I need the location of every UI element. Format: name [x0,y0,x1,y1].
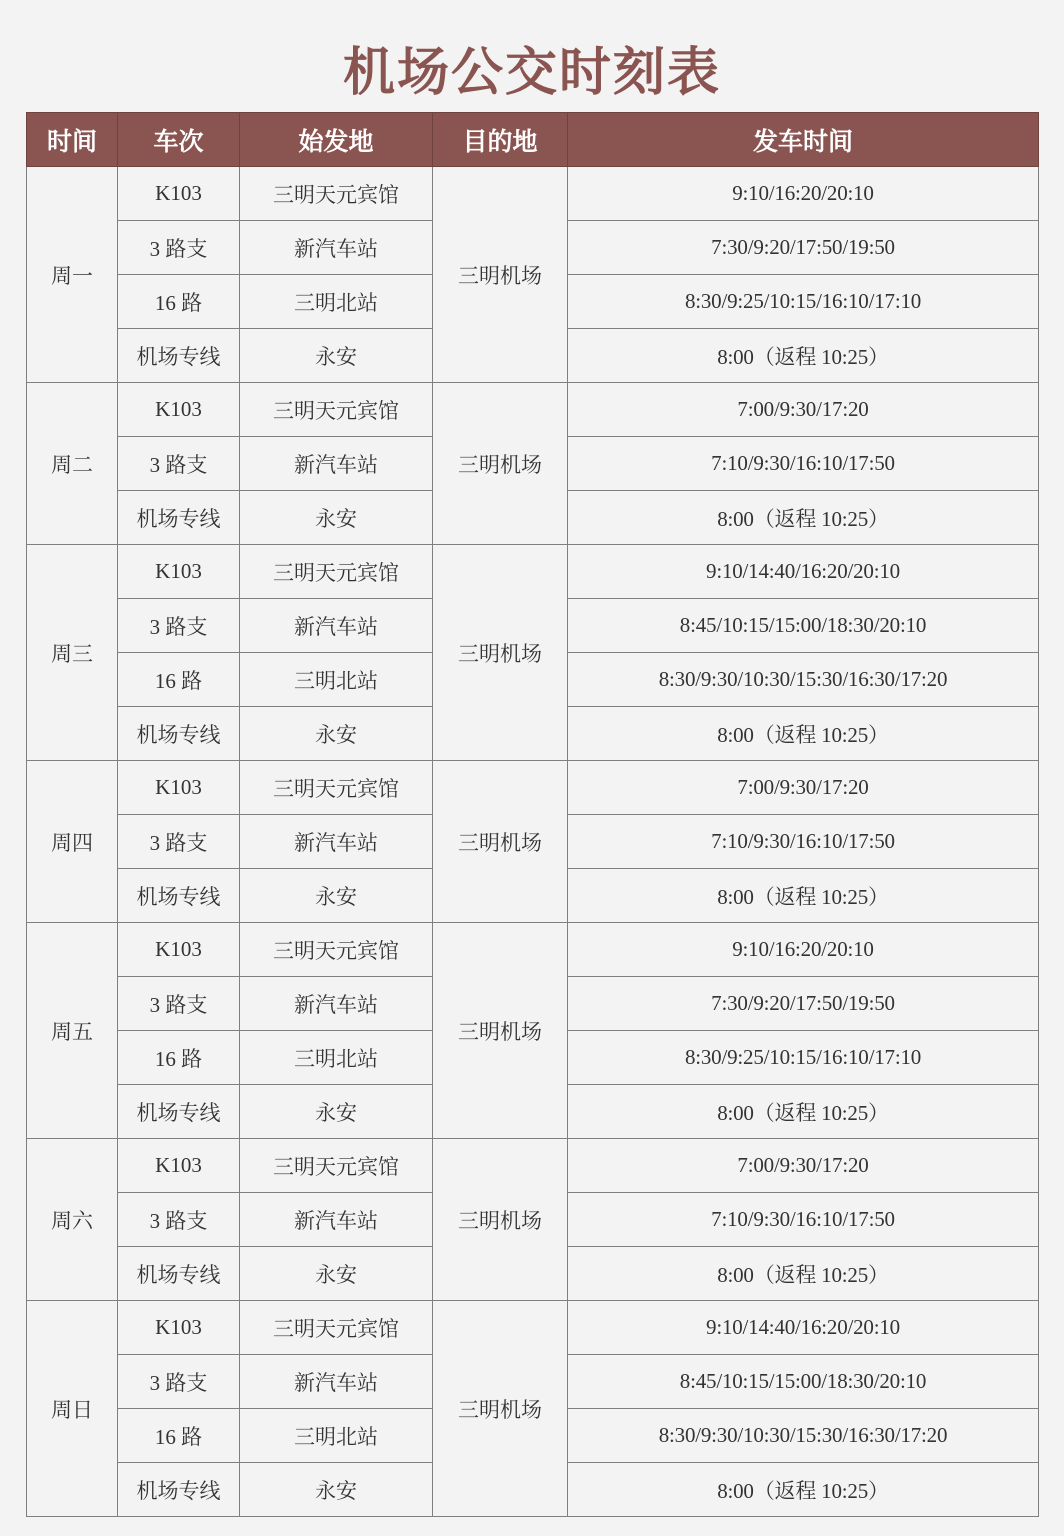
day-cell: 周三 [27,545,118,761]
origin-cell: 永安 [240,491,433,545]
route-cell: K103 [118,167,240,221]
origin-cell: 三明北站 [240,653,433,707]
departure-times-cell: 9:10/16:20/20:10 [568,167,1039,221]
route-cell: K103 [118,1301,240,1355]
day-cell: 周四 [27,761,118,923]
destination-cell: 三明机场 [433,383,568,545]
day-cell: 周六 [27,1139,118,1301]
departure-times-cell: 9:10/14:40/16:20/20:10 [568,545,1039,599]
departure-times-cell: 7:00/9:30/17:20 [568,761,1039,815]
origin-cell: 新汽车站 [240,1193,433,1247]
route-cell: 3 路支 [118,1355,240,1409]
table-row [27,761,1039,815]
departure-times-cell: 8:00（返程 10:25） [568,707,1039,761]
route-cell: 机场专线 [118,1463,240,1517]
route-cell: 3 路支 [118,437,240,491]
route-cell: 机场专线 [118,869,240,923]
route-cell: K103 [118,761,240,815]
origin-cell: 永安 [240,1085,433,1139]
departure-times-cell: 8:45/10:15/15:00/18:30/20:10 [568,599,1039,653]
header-times: 发车时间 [568,113,1039,167]
route-cell: 机场专线 [118,329,240,383]
departure-times-cell: 8:45/10:15/15:00/18:30/20:10 [568,1355,1039,1409]
destination-cell: 三明机场 [433,545,568,761]
route-cell: 3 路支 [118,1193,240,1247]
header-origin: 始发地 [240,113,433,167]
day-cell: 周日 [27,1301,118,1517]
header-day: 时间 [27,113,118,167]
origin-cell: 新汽车站 [240,599,433,653]
day-cell: 周一 [27,167,118,383]
destination-cell: 三明机场 [433,761,568,923]
origin-cell: 新汽车站 [240,977,433,1031]
origin-cell: 三明天元宾馆 [240,545,433,599]
timetable [26,112,1039,1517]
destination-cell: 三明机场 [433,1139,568,1301]
route-cell: K103 [118,923,240,977]
departure-times-cell: 7:00/9:30/17:20 [568,383,1039,437]
departure-times-cell: 8:00（返程 10:25） [568,1247,1039,1301]
departure-times-cell: 7:10/9:30/16:10/17:50 [568,437,1039,491]
header-row [27,113,1039,167]
table-row [27,1139,1039,1193]
origin-cell: 新汽车站 [240,221,433,275]
departure-times-cell: 8:30/9:30/10:30/15:30/16:30/17:20 [568,653,1039,707]
day-cell: 周二 [27,383,118,545]
origin-cell: 三明天元宾馆 [240,923,433,977]
origin-cell: 三明天元宾馆 [240,1139,433,1193]
origin-cell: 永安 [240,329,433,383]
header-route: 车次 [118,113,240,167]
route-cell: K103 [118,383,240,437]
page-title: 机场公交时刻表 [342,43,721,103]
departure-times-cell: 8:30/9:25/10:15/16:10/17:10 [568,1031,1039,1085]
departure-times-cell: 8:00（返程 10:25） [568,1085,1039,1139]
departure-times-cell: 7:10/9:30/16:10/17:50 [568,1193,1039,1247]
route-cell: K103 [118,1139,240,1193]
timetable-body [27,167,1039,1517]
route-cell: 16 路 [118,275,240,329]
origin-cell: 三明北站 [240,1409,433,1463]
destination-cell: 三明机场 [433,1301,568,1517]
departure-times-cell: 8:00（返程 10:25） [568,491,1039,545]
departure-times-cell: 7:10/9:30/16:10/17:50 [568,815,1039,869]
departure-times-cell: 8:30/9:30/10:30/15:30/16:30/17:20 [568,1409,1039,1463]
origin-cell: 三明天元宾馆 [240,761,433,815]
departure-times-cell: 8:00（返程 10:25） [568,329,1039,383]
origin-cell: 新汽车站 [240,437,433,491]
route-cell: 机场专线 [118,1247,240,1301]
origin-cell: 永安 [240,1247,433,1301]
table-row [27,545,1039,599]
table-row [27,383,1039,437]
table-row [27,1301,1039,1355]
origin-cell: 三明天元宾馆 [240,383,433,437]
table-row [27,923,1039,977]
route-cell: 3 路支 [118,977,240,1031]
origin-cell: 三明天元宾馆 [240,167,433,221]
departure-times-cell: 9:10/14:40/16:20/20:10 [568,1301,1039,1355]
route-cell: 3 路支 [118,221,240,275]
destination-cell: 三明机场 [433,167,568,383]
route-cell: 3 路支 [118,599,240,653]
departure-times-cell: 8:30/9:25/10:15/16:10/17:10 [568,275,1039,329]
departure-times-cell: 9:10/16:20/20:10 [568,923,1039,977]
route-cell: K103 [118,545,240,599]
departure-times-cell: 8:00（返程 10:25） [568,1463,1039,1517]
departure-times-cell: 7:00/9:30/17:20 [568,1139,1039,1193]
route-cell: 16 路 [118,1031,240,1085]
route-cell: 16 路 [118,1409,240,1463]
route-cell: 机场专线 [118,491,240,545]
table-row [27,167,1039,221]
header-destination: 目的地 [433,113,568,167]
route-cell: 机场专线 [118,1085,240,1139]
origin-cell: 三明天元宾馆 [240,1301,433,1355]
origin-cell: 永安 [240,707,433,761]
origin-cell: 三明北站 [240,275,433,329]
origin-cell: 永安 [240,869,433,923]
day-cell: 周五 [27,923,118,1139]
origin-cell: 永安 [240,1463,433,1517]
route-cell: 3 路支 [118,815,240,869]
destination-cell: 三明机场 [433,923,568,1139]
departure-times-cell: 7:30/9:20/17:50/19:50 [568,221,1039,275]
origin-cell: 新汽车站 [240,815,433,869]
origin-cell: 三明北站 [240,1031,433,1085]
route-cell: 机场专线 [118,707,240,761]
origin-cell: 新汽车站 [240,1355,433,1409]
departure-times-cell: 8:00（返程 10:25） [568,869,1039,923]
route-cell: 16 路 [118,653,240,707]
departure-times-cell: 7:30/9:20/17:50/19:50 [568,977,1039,1031]
